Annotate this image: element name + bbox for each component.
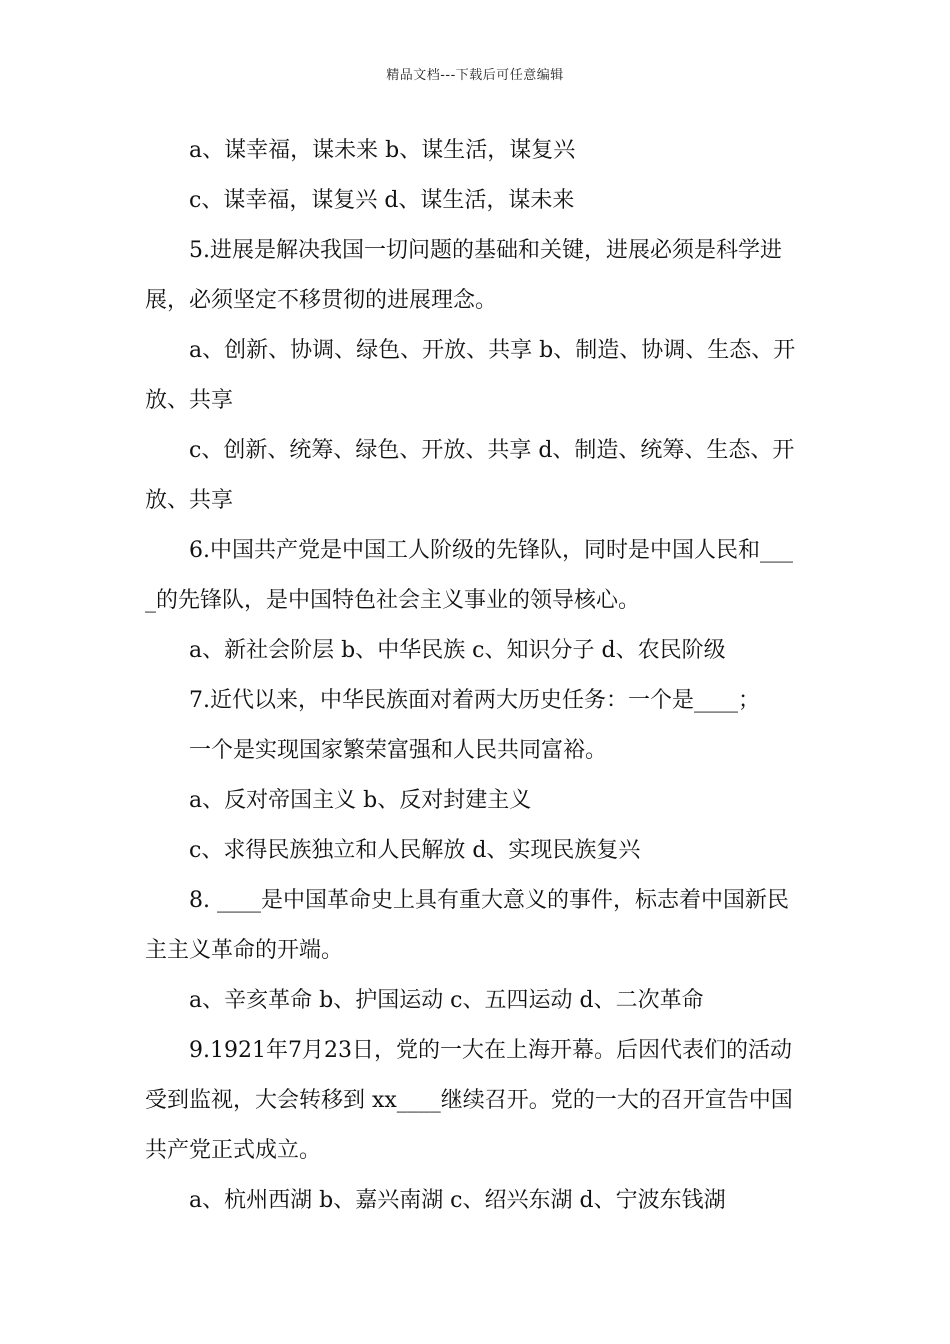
question-line-continued: 共产党正式成立。 [145,1138,322,1163]
option-line-continued: 放、共享 [145,488,234,513]
question-line: 9.1921年7月23日，党的一大在上海开幕。后因代表们的活动 [189,1038,792,1063]
question-line-continued: 展，必须坚定不移贯彻的进展理念。 [145,288,498,313]
option-line: a、反对帝国主义 b、反对封建主义 [189,788,532,813]
option-line: a、新社会阶层 b、中华民族 c、知识分子 d、农民阶级 [189,638,726,663]
question-line-continued: 一个是实现国家繁荣富强和人民共同富裕。 [189,738,608,763]
option-line: c、谋幸福，谋复兴 d、谋生活，谋未来 [189,188,575,213]
option-line: a、辛亥革命 b、护国运动 c、五四运动 d、二次革命 [189,988,704,1013]
option-line: c、求得民族独立和人民解放 d、实现民族复兴 [189,838,641,863]
option-line: a、创新、协调、绿色、开放、共享 b、制造、协调、生态、开 [189,338,796,363]
question-line-continued: _的先锋队，是中国特色社会主义事业的领导核心。 [145,588,641,613]
option-line: c、创新、统筹、绿色、开放、共享 d、制造、统筹、生态、开 [189,438,795,463]
question-line: 6.中国共产党是中国工人阶级的先锋队，同时是中国人民和___ [189,538,793,563]
option-line: a、杭州西湖 b、嘉兴南湖 c、绍兴东湖 d、宁波东钱湖 [189,1188,726,1213]
question-line: 7.近代以来，中华民族面对着两大历史任务：一个是____； [189,688,760,713]
document-body [145,126,810,1226]
question-line: 8. ____是中国革命史上具有重大意义的事件，标志着中国新民 [189,888,789,913]
page-header: 精品文档---下载后可任意编辑 [386,68,564,83]
option-line-continued: 放、共享 [145,388,234,413]
question-line-continued: 受到监视，大会转移到 xx____继续召开。党的一大的召开宣告中国 [145,1088,793,1113]
question-line: 5.进展是解决我国一切问题的基础和关键，进展必须是科学进 [189,238,782,263]
option-line: a、谋幸福，谋未来 b、谋生活，谋复兴 [189,138,576,163]
question-line-continued: 主主义革命的开端。 [145,938,344,963]
